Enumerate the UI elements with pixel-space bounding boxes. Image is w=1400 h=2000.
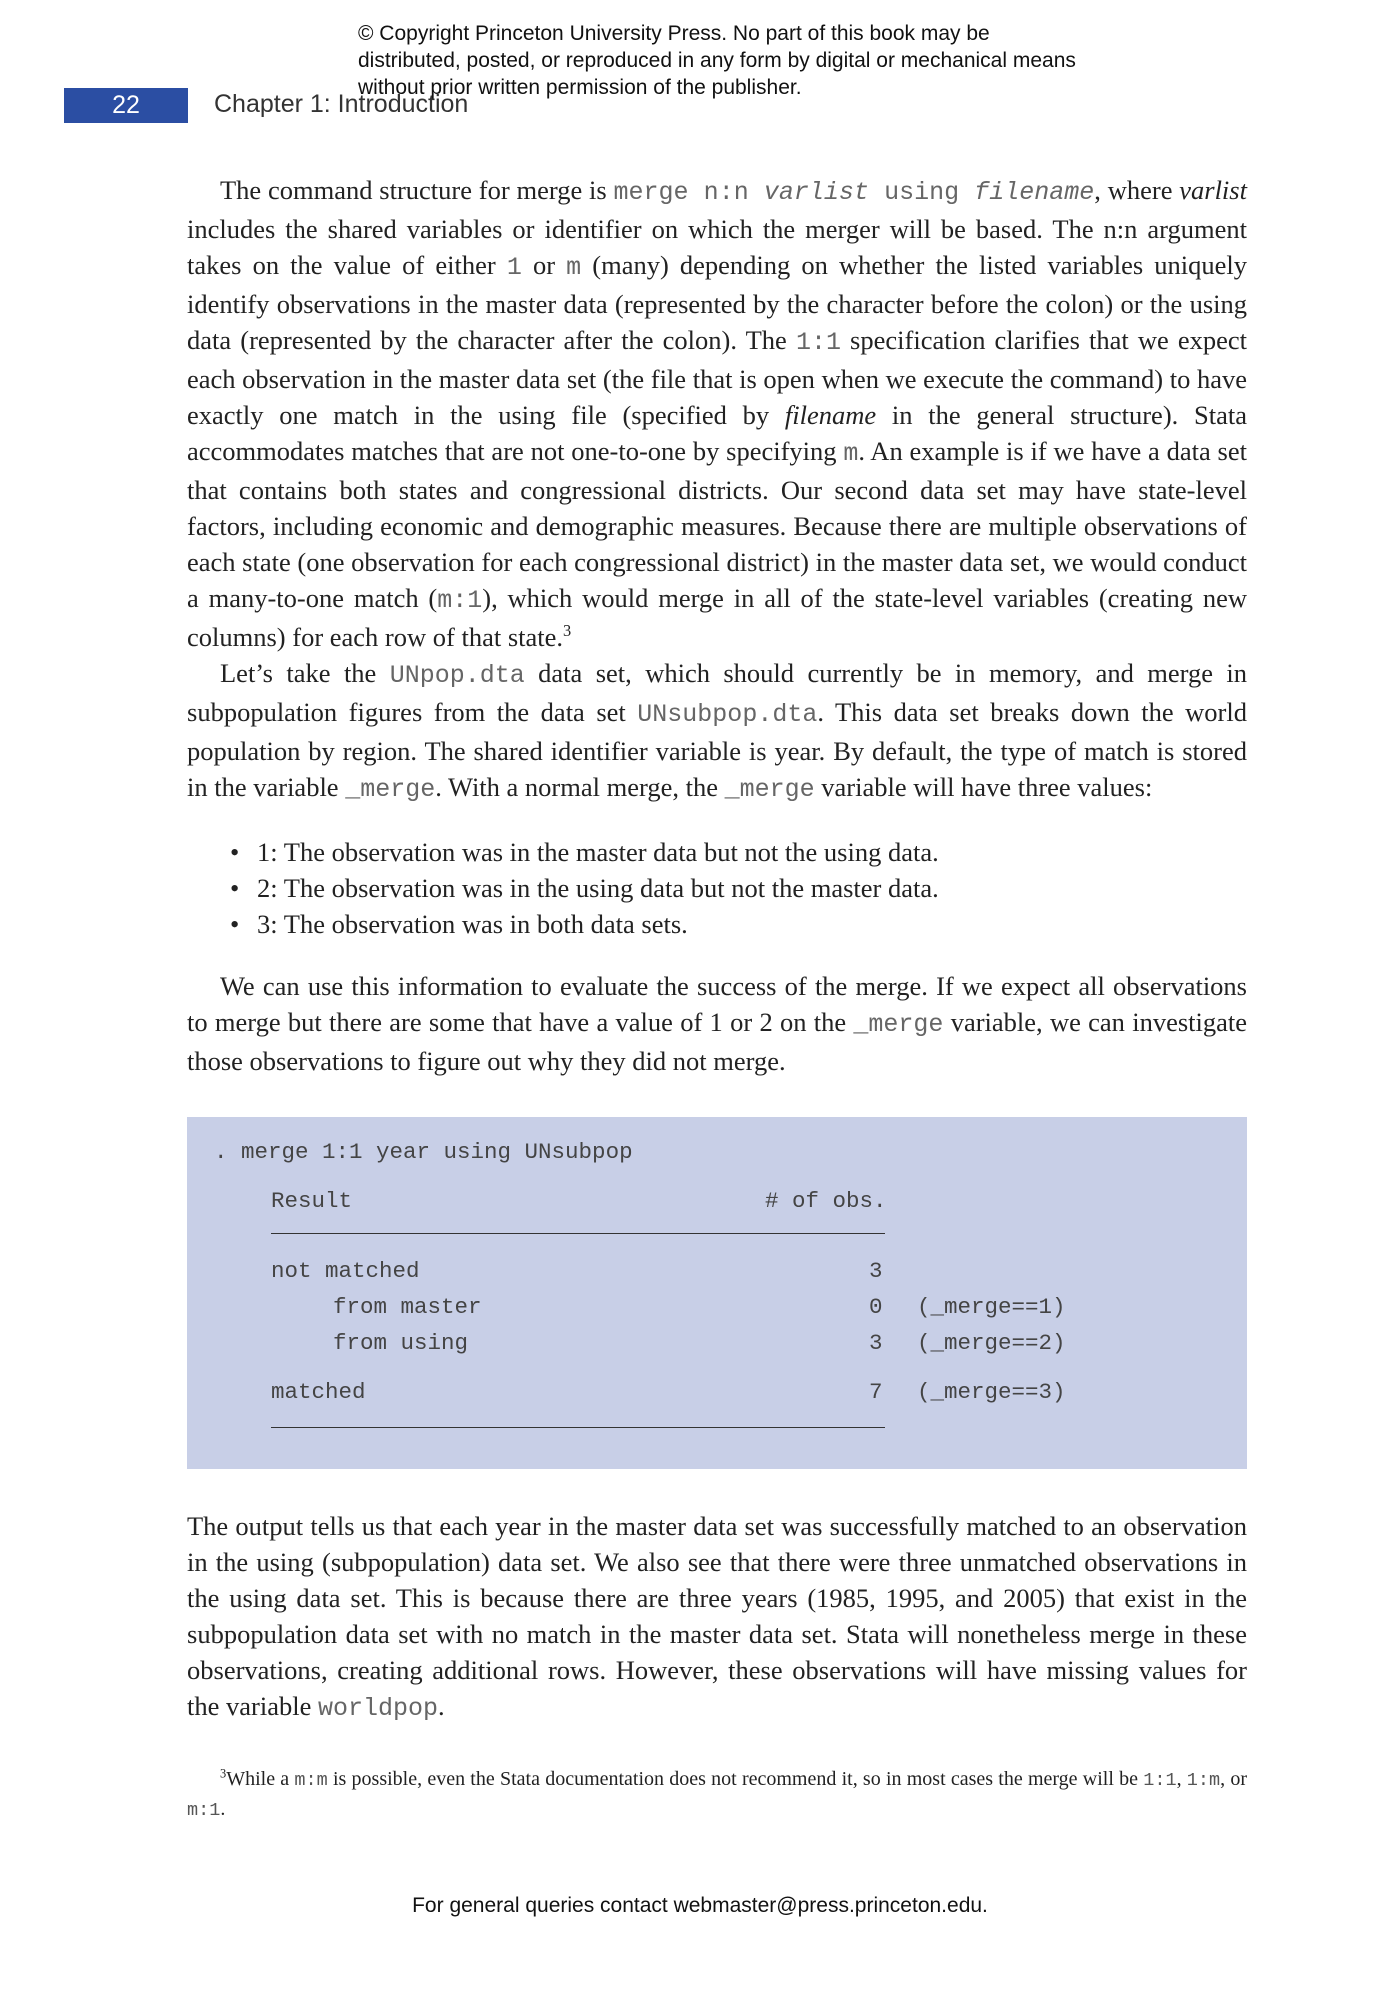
body-text-top [187,172,1247,1079]
code-rule-bottom [271,1427,885,1428]
code-not-matched: not matched [271,1258,420,1284]
code-rule-top [271,1233,885,1234]
paragraph-evaluate: We can use this information to evaluate the success of the merge. If we expect all observations to merge but there are some that have a value of 1 or 2 on the _merge variable, we can investigate those observations to figure out why they did not merge. [187,971,1248,1076]
list-item: • 2: The observation was in the using data but not the master data. [257,870,1247,906]
body-text-bottom [187,1508,1247,1727]
paragraph-output: The output tells us that each year in the master data set was successfully matched to an observation in the using (subpopulation) data set. We also see that there were three unmatched observations in the using data set. This is because there are three years (1985, 1995, and 2005) that exist in the subpopulation data set with no match in the master data set. Stata will nonetheless merge in these observations, creating additional rows. However, these observations will have missing values for the variable worldpop. [187,1511,1247,1723]
code-not-matched-n: 3 [869,1258,883,1284]
copyright-notice: © Copyright Princeton University Press. No part of this book may be distributed, posted, or reproduced in any form by digital or mechanical means without prior written permission of the publisher. [358,22,1076,99]
merge-values-list [187,834,1247,942]
list-item: • 3: The observation was in both data sets. [257,906,1247,942]
footnote-number: 3 [220,1766,227,1781]
code-from-master: from master [333,1294,482,1320]
code-col-obs: # of obs. [765,1188,887,1214]
code-output-block [187,1117,1247,1469]
code-matched-tag: (_merge==3) [917,1379,1066,1405]
code-from-using: from using [333,1330,469,1356]
code-matched: matched [271,1379,366,1405]
paragraph-merge-structure: The command structure for merge is merge n:n varlist using filename, where varlist includes the shared variables or identifier on which the merger will be based. The n:n argument takes on the value of either 1 or m (many) depending on whether the listed variables uniquely identify observations in the master data (represented by the character before the colon) or the using data (represented by the character after the colon). The 1:1 specification clarifies that we expect each observation in the master data set (the file that is open when we execute the command) to have exactly one match in the using file (specified by filename in the general structure). Stata accommodates matches that are not one-to-one by specifying m. An example is if we have a data set that contains both states and congressional districts. Our second data set may have state-level factors, including economic and demographic measures. Because there are multiple observations of each state (one observation for each congressional district) in the master data set, we would conduct a many-to-one match (m:1), which would merge in all of the state-level variables (creating new columns) for each row of that state.$^3$ [187,175,1248,652]
code-from-master-n: 0 [869,1294,883,1320]
footnote: $^3$While a m:m is possible, even the Stata documentation does not recommend it, so in most cases the merge will be 1:1, 1:m, or m:1. [187,1766,1248,1821]
paragraph-unpop: Let’s take the UNpop.dta data set, which should currently be in memory, and merge in subpopulation figures from the data set UNsubpop.dta. This data set breaks down the world population by region. The shared identifier variable is year. By default, the type of match is stored in the variable _merge. With a normal merge, the _merge variable will have three values: [187,658,1248,804]
code-col-result: Result [271,1188,353,1214]
chapter-title: Chapter 1: Introduction [214,90,469,118]
footer-contact: For general queries contact webmaster@press.princeton.edu. [412,1894,988,1917]
code-from-using-n: 3 [869,1330,883,1356]
page-number: 22 [64,88,188,123]
code-from-using-tag: (_merge==2) [917,1330,1066,1356]
code-matched-n: 7 [869,1379,883,1405]
list-item: • 1: The observation was in the master data but not the using data. [257,834,1247,870]
code-from-master-tag: (_merge==1) [917,1294,1066,1320]
code-command: . merge 1:1 year using UNsubpop [214,1139,633,1165]
footnote-ref: 3 [563,621,572,641]
